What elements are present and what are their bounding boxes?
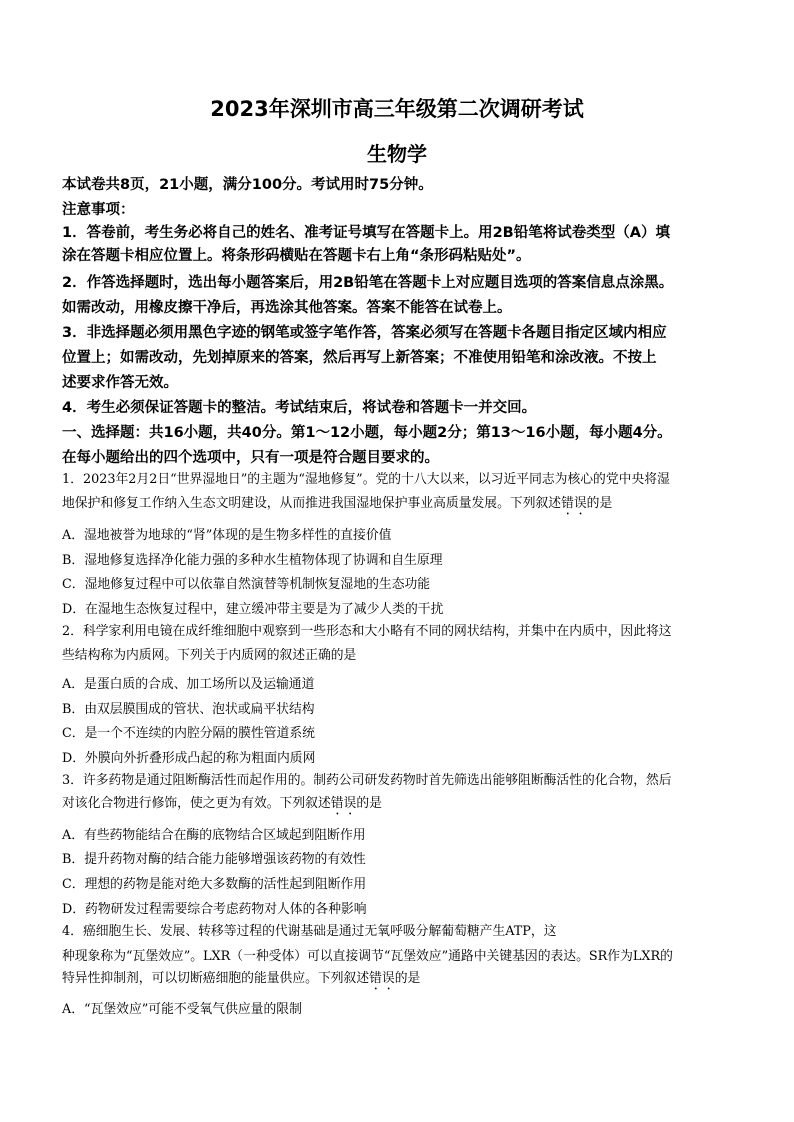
q3-stem-line-1: 3．许多药物是通过阻断酶活性而起作用的。制药公司研发药物时首先筛选出能够阻断酶活性的化合物，然后 — [62, 773, 672, 788]
q2-stem-line-2: 些结构称为内质网。下列关于内质网的叙述正确的是 — [62, 648, 357, 663]
q1-option-c: C．湿地修复过程中可以依靠自然演替等机制恢复湿地的生态功能 — [62, 577, 431, 592]
q4-option-a: A．“瓦堡效应”可能不受氧气供应量的限制 — [62, 1002, 302, 1017]
q3-option-a: A．有些药物能结合在酶的底物结合区域起到阻断作用 — [62, 828, 366, 843]
q2-stem-line-1: 2．科学家利用电镜在成纤维细胞中观察到一些形态和大小略有不同的网状结构，并集中在内质中，因此将这 — [62, 624, 672, 639]
q1-stem-line-2: 地保护和修复工作纳入生态文明建设，从而推进我国湿地保护事业高质量发展。下列叙述错误的是 — [62, 496, 613, 511]
note-2-line-1: 2．作答选择题时，选出每小题答案后，用2B铅笔在答题卡上对应题目选项的答案信息点涂黑。 — [62, 275, 674, 291]
q3-stem-line-2: 对该化合物进行修饰，使之更为有效。下列叙述错误的是 — [62, 796, 382, 811]
q2-option-d: D．外膜向外折叠形成凸起的称为粗面内质网 — [62, 751, 316, 766]
q3-option-b: B．提升药物对酶的结合能力能够增强该药物的有效性 — [62, 852, 366, 867]
note-3-line-1: 3．非选择题必须用黑色字迹的钢笔或签字笔作答，答案必须写在答题卡各题目指定区域内相应 — [62, 325, 667, 341]
q3-option-d: D．药物研发过程需要综合考虑药物对人体的各种影响 — [62, 902, 367, 917]
q4-stem-line-2: 种现象称为“瓦堡效应”。LXR（一种受体）可以直接调节“瓦堡效应”通路中关键基因的表达。SR作为LXR的 — [62, 949, 673, 964]
q1-stem-line-1: 1．2023年2月2日“世界湿地日”的主题为“湿地修复”。党的十八大以来，以习近平同志为核心的党中央将湿 — [62, 472, 670, 487]
note-4-line-1: 4．考生必须保证答题卡的整洁。考试结束后，将试卷和答题卡一并交回。 — [62, 400, 537, 416]
q2-option-b: B．由双层膜围成的管状、泡状或扁平状结构 — [62, 702, 315, 717]
note-2-line-2: 如需改动，用橡皮擦干净后，再选涂其他答案。答案不能答在试卷上。 — [62, 300, 512, 316]
note-1-line-1: 1．答卷前，考生务必将自己的姓名、准考证号填写在答题卡上。用2B铅笔将试卷类型（A）填 — [62, 225, 670, 241]
q2-option-a: A．是蛋白质的合成、加工场所以及运输通道 — [62, 677, 315, 692]
subject-title: 生物学 — [367, 142, 427, 166]
q1-option-d: D．在湿地生态恢复过程中，建立缓冲带主要是为了减少人类的干扰 — [62, 602, 444, 617]
q1-option-a: A．湿地被誉为地球的“肾”体现的是生物多样性的直接价值 — [62, 528, 392, 543]
exam-title: 2023年深圳市高三年级第二次调研考试 — [210, 97, 584, 121]
section-heading-line-1: 一、选择题：共16小题，共40分。第1～12小题，每小题2分；第13～16小题，每小题4分。 — [62, 425, 672, 441]
q4-stem-line-3: 特异性抑制剂，可以切断癌细胞的能量供应。下列叙述错误的是 — [62, 971, 421, 986]
q2-option-c: C．是一个不连续的内腔分隔的膜性管道系统 — [62, 726, 315, 741]
section-heading-line-2: 在每小题给出的四个选项中，只有一项是符合题目要求的。 — [62, 450, 439, 466]
note-1-line-2: 涂在答题卡相应位置上。将条形码横贴在答题卡右上角“条形码粘贴处”。 — [62, 248, 531, 264]
q1-option-b: B．湿地修复选择净化能力强的多种水生植物体现了协调和自生原理 — [62, 553, 443, 568]
notice-heading: 注意事项： — [62, 202, 135, 218]
note-3-line-2: 位置上；如需改动，先划掉原来的答案，然后再写上新答案；不准使用铅笔和涂改液。不按上 — [62, 350, 657, 366]
note-3-line-3: 述要求作答无效。 — [62, 375, 178, 391]
exam-summary: 本试卷共8页，21小题，满分100分。考试用时75分钟。 — [62, 177, 433, 193]
q3-option-c: C．理想的药物是能对绝大多数酶的活性起到阻断作用 — [62, 877, 367, 892]
q4-stem-line-1: 4．癌细胞生长、发展、转移等过程的代谢基础是通过无氧呼吸分解葡萄糖产生ATP，这 — [62, 924, 557, 939]
